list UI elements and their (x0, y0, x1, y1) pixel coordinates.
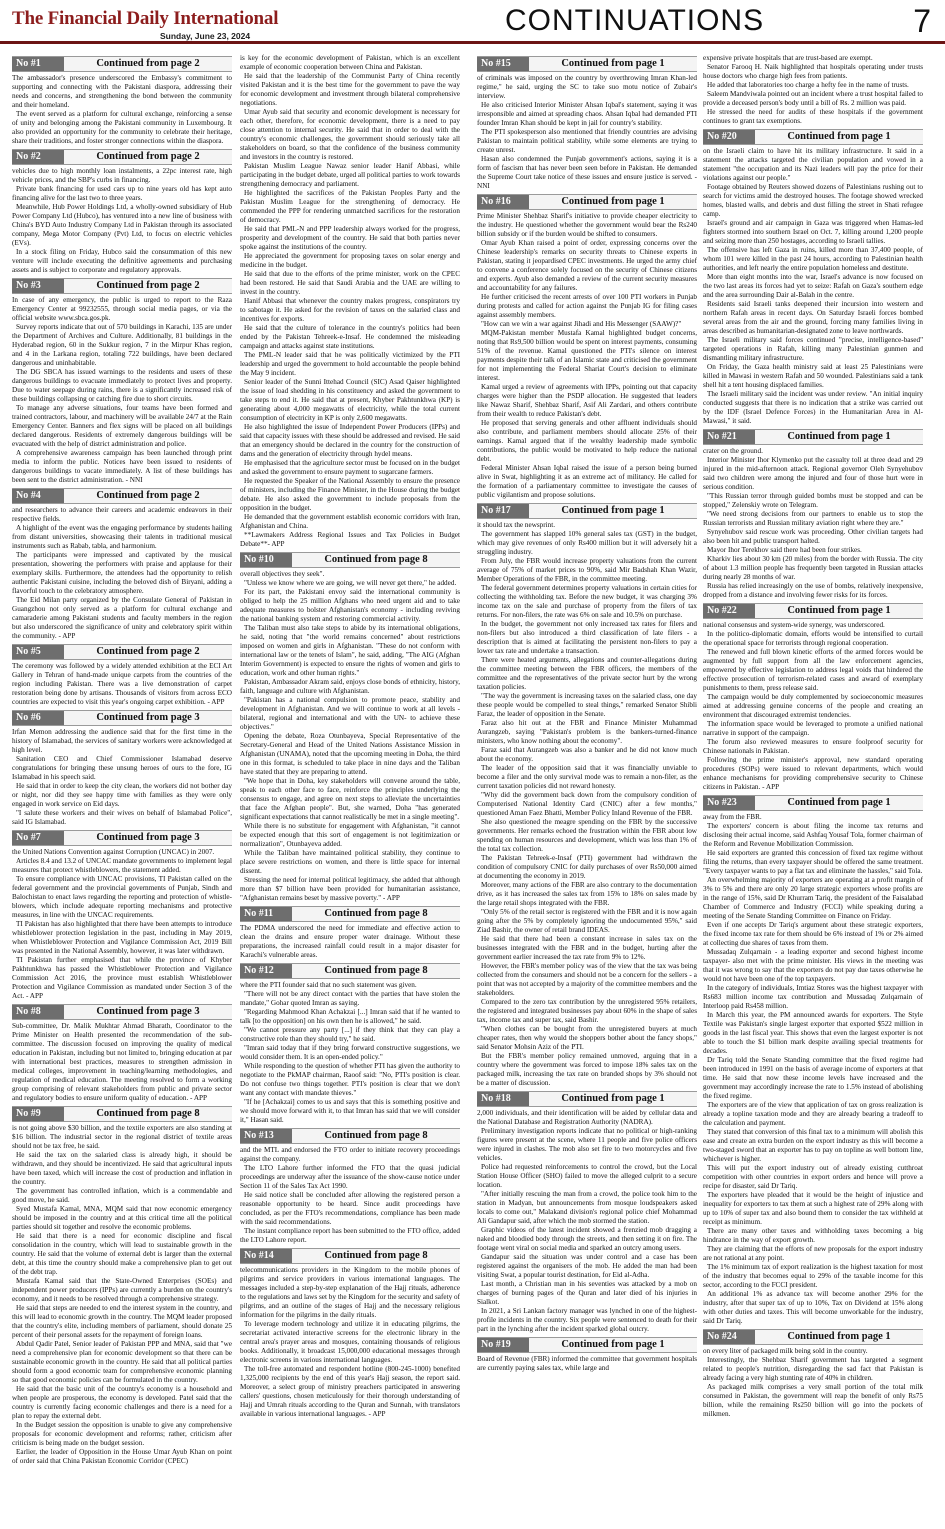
article-paragraph: "We hope that in Doha, key stakeholders will convene around the table, speak to each other face to face, reinforce the principles underlying the consensus to engage, and agree on next steps to alleviate the uncertainties that face the Afghan people". But, she warned, Doha "has generated significant expectations that cannot realistically be met in a single meeting". (240, 777, 460, 821)
article-paragraph: Saleem Mandviwala pointed out an incident where a trust hospital failed to provide a deceased person's body until a bill of Rs. 2 million was paid. (703, 90, 923, 107)
article-paragraph: "If he [Achakzai] comes to us and says that this is something positive and we should move forward with it, to that Imran has said that we will consider it," Hasan said. (240, 1098, 460, 1124)
continued-from-label: Continued from page 8 (324, 554, 428, 565)
article-paragraph: They are claiming that the efforts of new proposals for the export industry are not rational at any point. (703, 1245, 923, 1262)
article-paragraph: The campaign would be duly complemented by socioeconomic measures aimed at addressing genuine concerns of the people and creating an environment that discouraged extremist tendencies. (703, 693, 923, 719)
article-paragraph: "We need strong decisions from our partners to enable us to stop the Russian terrorists and Russian military aviation right where they are." (703, 510, 923, 527)
newspaper-name: The Financial Daily International (12, 8, 279, 29)
story-number: No #8 (12, 1005, 64, 1019)
article-paragraph: He proposed that serving generals and other affluent individuals should also contribute, and parliament members should allocate 25% of their earnings. Kamal argued that if the wealthy leadership made symbolic contributions, the public would be motivated to help reduce the national debt. (477, 419, 697, 463)
article-paragraph: He added that laboratories too charge a hefty fee in the name of trusts. (707, 81, 909, 89)
article-paragraph: Hasan also condemned the Punjab government's actions, saying it is a form of fascism that has never been seen before in Pakistan. He demanded the Supreme Court take notice of these issues and ensure justice is served. - NNI (477, 155, 697, 190)
article-paragraph: "When clothes can be bought from the unregistered buyers at much cheaper rates, then why would the shoppers bother about the fancy shops," said Senator Mohsin Aziz of the PTI. (477, 1025, 697, 1051)
article (703, 1329, 923, 1419)
continuation-header (703, 129, 923, 145)
continuation-header (477, 1337, 697, 1353)
continuation-header (12, 830, 232, 846)
continuation-header (240, 1128, 460, 1144)
continued-from-label: Continued from page 8 (96, 1108, 200, 1119)
article-paragraph: There are many other taxes and withholding taxes becoming a big hindrance in the way of export growth. (703, 1227, 923, 1244)
article-paragraph: In 2021, a Sri Lankan factory manager was lynched in one of the highest-profile incidents in the country. Six people were sentenced to death for their part in the lynching after the incident sparked global outcry. (477, 1307, 697, 1333)
article-paragraph: He said that there is a need for economic discipline and fiscal consolidation in the country, which will lead to sustainable growth in the country. He said that the volume of external debt is larger than the external debt, at this time the country should make a comprehensive plan to get out of the debt trap. (12, 1232, 232, 1276)
article (703, 795, 923, 1326)
article-paragraph: The toll-free automated and respondent hotline (800-245-1000) benefited 1,325,000 recipients by the end of this year's Hajj season, the report said. Moreover, a select group of ministry preachers participated in answering callers' questions, chosen meticulously for their thorough understanding of Hajj and Umrah rituals according to the Quran and Sunnah, with translators available in various international languages. - APP (240, 1365, 460, 1418)
article (703, 54, 923, 126)
article-paragraph: Last month, a Christian man in his seventies was attacked by a mob on charges of burning pages of the Quran and later died of his injuries in Sialkot. (477, 1280, 697, 1306)
article-paragraph: To ensure compliance with UNCAC provisions, TI Pakistan called on the federal government and the provincial governments of Punjab, Sindh and Balochistan to enact laws regarding the reporting and protection of whistle-blowers, which include adequate reporting mechanisms and protective measures, in line with the UNCAC requirements. (12, 875, 232, 919)
article-paragraph: More than eight months into the war, Israel's advance is now focused on the two last areas its forces had yet to seize: Rafah on Gaza's southern edge and the area surrounding Dair al-Balah in the centre. (703, 273, 923, 299)
article-paragraph: He requested the Speaker of the National Assembly to ensure the presence of ministers, including the Finance Minister, in the House during the budget debate. He also asked the government to include proposals from the opposition in the budget. (240, 477, 460, 512)
continuation-header (12, 488, 232, 504)
article-paragraph: "Pakistan has a national compulsion to promote peace, stability and development in Afghanistan. And we will continue to work at all levels - bilateral, regional and international and with the UN- to achieve these objectives." (240, 696, 460, 731)
continuation-header (240, 963, 460, 979)
column-1 (12, 54, 232, 1524)
article (703, 603, 923, 792)
article-paragraph: The ceremony was followed by a widely attended exhibition at the ECI Art Gallery in Tehran of hand-made unique carpets from the countries of the region including Pakistan. There was a live demonstration of carpet restoration being done by artisans. Thousands of visitors from across ECO countries are expected to visit this year's ongoing carpet exhibition. - APP (12, 662, 232, 706)
article-paragraph: Senior leader of the Sunni Ittehad Council (SIC) Asad Qaiser highlighted the issue of load shedding in his constituency and asked the government to take steps to end it. He said that at present, Khyber Pakhtunkhwa (KP) is generating about 4,000 megawatts of electricity, while the total current consumption of electricity in KP is only 2,600 megawatts. (240, 378, 460, 422)
continuation-header (477, 1091, 697, 1107)
article-paragraph: 2,000 individuals, and their identification will be aided by cellular data and the National Database and Registration Authority (NADRA). (477, 1109, 697, 1126)
article-paragraph: He said that in order to keep the city clean, the workers did not bother day or night, nor did they see happy time with families as they were only engaged in work service on Eid days. (12, 782, 232, 808)
continued-from-label: Continued from page 1 (561, 196, 665, 207)
story-number: No #16 (477, 195, 529, 209)
continued-from-label: Continued from page 1 (561, 1339, 665, 1350)
continued-from-label: Continued from page 3 (96, 712, 200, 723)
article-paragraph: Faraz said that Aurangzeb was also a banker and he did not know much about the economy. (477, 746, 697, 763)
article-paragraph: The leader of the opposition said that it was financially unviable to become a filer and the only survival mode was to remain a non-filer, as the current taxation policies did not reward honesty. (477, 764, 697, 790)
article-paragraph: Opening the debate, Roza Otunbayeva, Special Representative of the Secretary-General and Head of the United Nations Assistance Mission in Afghanistan (UNAMA), noted that the upcoming meeting in Doha, the third one in this format, is scheduled to take place in nine days and the Taliban have stated that they are preparing to attend. (240, 732, 460, 776)
continuation-header (477, 56, 697, 72)
article-paragraph: He also criticised Interior Minister Ahsan Iqbal's statement, saying it was irresponsible and aimed at spreading chaos. Ahsan Iqbal had demanded PTI founder Imran Khan should be kept in jail for country's stability. (477, 101, 697, 127)
continued-from-label: Continued from page 1 (787, 1331, 891, 1342)
continued-from-label: Continued from page 2 (96, 58, 200, 69)
article-paragraph: He emphasised that the agriculture sector must be focused on in the budget and asked the government to ensure payment to sugarcane farmers. (240, 459, 460, 476)
continued-from-label: Continued from page 1 (561, 58, 665, 69)
article-paragraph: In the budget, the government not only increased tax rates for filers and non-filers but also introduced a third classification of late filers - a description that is aimed at facilitating the persistent non-filers to pay a lower tax rate and undertake a transaction. (477, 620, 697, 655)
article-paragraph: Moreover, many actions of the FBR are also contrary to the documentation drive, as it has increased the sales tax from 15% to 18% on sales made by the large retail shops integrated with the FBR. (477, 881, 697, 907)
story-number: No #20 (703, 130, 755, 144)
article-paragraph: Stressing the need for internal political legitimacy, she added that although more than $7 billion have been provided for humanitarian assistance, "Afghanistan remains beset by massive poverty." - APP (240, 876, 460, 902)
article-paragraph: is not going above $30 billion, and the textile exporters are also standing at $16 billion. The industrial sector in the regional district of textile areas should not be tax free, he said. (12, 1124, 232, 1150)
article-paragraph: **Lawmakers Address Regional Issues and Tax Policies in Budget Debate**- APP (240, 531, 460, 548)
article-paragraph: overall objectives they seek". (240, 570, 325, 578)
continuation-header (240, 906, 460, 922)
article-paragraph: Gandapur said the situation was under control and a case has been registered against the organisers of the mob. He added the man had been visiting Swat, a popular tourist destination, for Eid al-Adha. (477, 1253, 697, 1279)
article-paragraph: Sub-committee, Dr. Malik Mukhtar Ahmad Bharath, Coordinator to the Prime Minister on Health presented the recommendation of the sub-committee. The discussion focused on improving the quality of medical education in Pakistan, including but not limited to, bringing education at par with international best practices, measures to strengthen admission in medical colleges, improvement in teaching/learning methodologies, and regulation of medical education. The meeting resolved to form a working group comprising of relevant stakeholders from public and private sector and regulatory bodies to ensure uniform quality of education. - APP (12, 1022, 232, 1102)
article-paragraph: TI Pakistan further emphasised that while the province of Khyber Pakhtunkhwa has passed the Whistleblower Protection and Vigilance Commission Act 2016, the province must establish Whistleblower Protection and Vigilance Commission as mandated under Section 3 of the Act. - APP (12, 956, 232, 1000)
article-paragraph: The LTO Lahore further informed the FTO that the quasi judicial proceedings are underway after the issuance of the show-cause notice under Section 11 of the Sales Tax Act 1990. (240, 1164, 460, 1190)
article-paragraph: Earlier, the leader of Opposition in the House Umar Ayub Khan on point of order said that China Pakistan Economic Corridor (CPEC) (12, 1448, 232, 1465)
article-paragraph: He said that the basic unit of the country's economy is a household and when people are prosperous, the economy is developed. Patel said that the country is currently facing economic challenges and there is a need for a plan to repay the external debt. (12, 1385, 232, 1420)
article (240, 906, 460, 960)
article-paragraph: In case of any emergency, the public is urged to report to the Raza Emergency Center at 99232555, through social media pages, or via the official website www.sbca.gos.pk. (12, 296, 232, 322)
article (477, 1337, 697, 1373)
article-paragraph: Omar Ayub Khan raised a point of order, expressing concerns over the Chinese leadership's remarks on security threats to Chinese experts in Pakistan, stating it jeopardised CPEC investments. He urged the army chief to convene a conference solely focused on the security of Chinese citizens and experts. Ayub also demanded a review of the current security measures and accountability for any failures. (477, 239, 697, 292)
article-paragraph: The participants were impressed and captivated by the musical presentation, showering the performers with praise and applause for their exemplary skills. Furthermore, the attendees had the opportunity to relish authentic Pakistani cuisine, including the beloved dish of Biryani, adding a flavorful touch to the celebratory atmosphere. (12, 551, 232, 595)
article-paragraph: The Eid Milan party organized by the Consulate General of Pakistan in Guangzhou not only served as a platform for cultural exchange and camaraderie among Pakistani students and faculty members in the region but also underscored the significance of unity and celebratory spirit within the community. - APP (12, 596, 232, 640)
article-paragraph: He said notice shall be concluded after allowing the registered person a reasonable opportunity to be heard. Since audit proceedings have concluded, as per the FTO's recommendations, compliance has been made with the said recommendations. (240, 1191, 460, 1226)
article-paragraph: "This Russian terror through guided bombs must be stopped and can be stopped," Zelenskiy wrote on Telegram. (703, 492, 923, 509)
article-paragraph: national consensus and system-wide synergy, was underscored. (703, 621, 885, 629)
article-paragraph: Hanif Abbasi that whenever the country makes progress, conspirators try to sabotage it. He asked for the revision of taxes on the salaried class and incentives for exports. (240, 297, 460, 323)
article-paragraph: Interestingly, the Shehbaz Sharif government has targeted a segment related to people's nutrition, disregarding the sad fact that Pakistan is already facing a very high stunting rate of 40% in children. (703, 1356, 923, 1382)
article-paragraph: There were heated arguments, allegations and counter-allegations during the committee meeting between the FBR officers, the members of the committee and the representatives of the private sector hurt by the wrong taxation policies. (477, 656, 697, 691)
page-number: 7 (913, 3, 931, 39)
continuation-header (12, 1004, 232, 1020)
continued-from-label: Continued from page 2 (96, 490, 200, 501)
article-paragraph: Dr Tariq told the Senate Standing committee that the fixed regime had been introduced in 1991 on the basis of average income of exporters at that time. He said that now these income levels have increased and the government may accordingly increase the rate to 1.5% instead of abolishing the fixed regime. (703, 1056, 923, 1100)
article-paragraph: He highlighted the sacrifices of the Pakistan Peoples Party and the Pakistan Muslim League for the strengthening of democracy. He commended the PPP for rendering unmatched sacrifices for the restoration of democracy. (240, 189, 460, 224)
story-number: No #10 (240, 553, 292, 567)
article-paragraph: He appreciated the government for proposing taxes on solar energy and medicine in the budget. (240, 252, 460, 269)
article-paragraph: Graphic videos of the latest incident showed a frenzied mob dragging a naked and bloodied body through the streets, and then setting it on fire. The footage went viral on social media and sparked an outcry among users. (477, 1226, 697, 1252)
article-paragraph: Kharkiv lies about 30 km (20 miles) from the border with Russia. The city of about 1.3 million people has frequently been targeted in Russian attacks during nearly 28 months of war. (703, 555, 923, 581)
article-paragraph: expensive private hospitals that are trust-based are exempt. (703, 54, 873, 62)
article-paragraph: Mussadaq Zulqarnain - a leading exporter and second highest income taxpayer- also met with the prime minister. His views in the meeting was that it was wrong to say that the exporters do not pay due taxes otherwise he would not have been one of the top taxpayers. (703, 948, 923, 983)
article-paragraph: Private bank financing for used cars up to nine years old has kept auto financing alive for the last two to three years. (12, 185, 232, 202)
article-paragraph: She also questioned the meagre spending on the FBR by the successive governments. Her remarks echoed the frustration within the FBR about low spending on human resources and development, which was less than 1% of the total tax collection. (477, 818, 697, 853)
continued-from-label: Continued from page 2 (96, 646, 200, 657)
article-paragraph: The PTI spokesperson also mentioned that friendly countries are advising Pakistan to maintain political stability, while some elements are trying to create unrest. (477, 128, 697, 154)
article-paragraph: "Regarding Mahmood Khan Achakzai [...] Imran said that if he wanted to talk [to the opposition] on his own then he is allowed," he said. (240, 1008, 460, 1025)
article-paragraph: "There will not be any direct contact with the parties that have stolen the mandate," Gohar quoted Imran as saying. (240, 990, 460, 1007)
article-paragraph: In March this year, the PM announced awards for exporters. The Style Textile was Pakistan's single largest exporter that exported $522 million in goods in the last fiscal year. This shows that even the largest exporter is not able to touch the $1 billion mark despite availing special treatments for decades. (703, 1011, 923, 1055)
article-paragraph: Police had requested reinforcements to control the crowd, but the Local Station House Officer (SHO) failed to move the alleged culprit to a secure location. (477, 1163, 697, 1189)
article-paragraph: and researchers to advance their careers and academic endeavors in their respective fields. (12, 506, 232, 523)
article-paragraph: MQM-Pakistan member Mustafa Kamal highlighted budget concerns, noting that Rs9,500 billion would be spent on interest payments, consuming 51% of the revenue. Kamal questioned the PTI's silence on interest payments despite their talk of an Islamic state and criticised the government for not implementing the Federal Shariat Court's decision to eliminate interest. (477, 329, 697, 382)
article-paragraph: The DG SBCA has issued warnings to the residents and users of these dangerous buildings to evacuate immediately to protect lives and property. Due to water seepage during rains, there is a significantly increased risk of these buildings collapsing or catching fire due to short circuits. (12, 368, 232, 403)
article-paragraph: The exporters' concern is about filing the income tax returns and disclosing their actual income, said Ashfaq Yousaf Tola, former chairman of the Reform and Revenue Mobilization Commission. (703, 822, 923, 848)
article (12, 488, 232, 641)
article-paragraph: The forum also reviewed measures to ensure foolproof security for Chinese nationals in Pakistan. (703, 738, 923, 755)
article-paragraph: The Israeli military said the incident was under review. "An initial inquiry conducted suggests that there is no indication that a strike was carried out by the IDF (Israel Defence Forces) in the Humanitarian Area in Al-Mawasi," it said. (703, 390, 923, 425)
story-number: No #24 (703, 1330, 755, 1344)
article-paragraph: telecommunications providers in the Kingdom to the mobile phones of pilgrims and service providers in various international languages. The messages included a step-by-step explanation of the Hajj rituals, adherence to the regulations and laws set by the Kingdom for the security and safety of pilgrims, and an outline of the stages of Hajj and the necessary religious information for the pilgrims in the daily rituals. (240, 1266, 460, 1319)
article-paragraph: on the Israeli claim to have hit its military infrastructure. It said in a statement the attacks targeted the civilian population and vowed in a statement "the occupation and its Nazi leaders will pay the price for their violations against our people." (703, 147, 923, 182)
article-paragraph: From July, the FBR would increase property valuations from the current average of 75% of market prices to 90%, said Mir Badshah Khan Wazir, Member Operations of the FBR, in the committee meeting. (477, 557, 697, 583)
article-paragraph: Abdul Qadir Patel, Senior leader of Pakistan PPP and MNA, said that "we need a comprehensive plan for economic development so that there can be sustainable economic growth in the country. He said that all political parties should form a good economic team for comprehensive economic planning so that good economic policies can be formulated in the country. (12, 1340, 232, 1384)
continuation-header (703, 429, 923, 445)
article (12, 644, 232, 707)
article-paragraph: Mustafa Kamal said that the State-Owned Enterprises (SOEs) and independent power producers (IPPs) are currently a burden on the country's economy, and it needs to be resolved through a comprehensive strategy. (12, 1277, 232, 1303)
article-paragraph: vehicles due to high monthly loan instalments, a 22pc interest rate, high vehicle prices, and the SBP's curbs in financing. (12, 167, 232, 184)
story-number: No #1 (12, 57, 64, 71)
article-paragraph: They stated that conversion of this final tax to a minimum will abolish this ease and create an extra burden on the export industry as this will become a two-staged sword that an exporter has to pay on topline as well bottom line, whichever is higher. (703, 1128, 923, 1163)
article-paragraph: Umar Ayub said that security and economic development is necessary for each other, therefore, for economic development, there is a need to pay close attention to internal security. He said that in order to deal with the country's economic challenges, the government should seriously take all stakeholders on board, so that the confidence of the business community and investors in the country is restored. (240, 108, 460, 161)
column-3 (477, 54, 697, 1524)
story-number: No #13 (240, 1129, 292, 1143)
story-number: No #4 (12, 489, 64, 503)
article (12, 149, 232, 275)
article-paragraph: The Pakistan Tehreek-e-Insaf (PTI) government had withdrawn the condition of compulsory CNIC for daily purchases of over Rs50,000 aimed at documenting the economy in 2019. (477, 854, 697, 880)
article-paragraph: Senator Farooq H. Naik highlighted that hospitals operating under trusts house doctors who charge high fees from patients. (703, 63, 923, 80)
article-paragraph: Russia has relied increasingly on the use of bombs, relatively inexpensive, dropped from a distance and involving fewer risks for its forces. (703, 582, 923, 599)
continued-from-label: Continued from page 8 (324, 1130, 428, 1141)
article (240, 1128, 460, 1245)
article-paragraph: An additional 1% as advance tax will become another 29% for the industry, after that super tax of up to 10%, Tax on Dividend at 15% along with other duties and taxes. This will become unworkable for the industry, said Dr Tariq. (703, 1290, 923, 1325)
article-paragraph: on every liter of packaged milk being sold in the country. (703, 1347, 868, 1355)
article-paragraph: Survey reports indicate that out of 570 buildings in Karachi, 135 are under the Department of Archives and Culture. Additionally, 81 buildings in the Hyderabad region, 60 in the Sukkur region, 7 in the Mirpur Khas region, and 4 in the Larkana region, totaling 722 buildings, have been declared dangerous and uninhabitable. (12, 323, 232, 367)
article-paragraph: it should tax the newsprint. (477, 521, 556, 529)
article-paragraph: While there is no substitute for engagement with Afghanistan, "it cannot be expected enough that this sort of engagement is not legitimization or normalization", Otunbayeva added. (240, 822, 460, 848)
article-paragraph: Syed Mustafa Kamal, MNA, MQM said that now economic emergency should be imposed in the country and at this critical time all the political parties should sit together and resolve the economic problems. (12, 1205, 232, 1231)
article-paragraph: "Only 5% of the retail sector is registered with the FBR and it is now again going after the 5% by completely ignoring the undocumented 95%," said Ziad Bashir, the owner of retail brand IDEAS. (477, 908, 697, 934)
story-number: No #2 (12, 150, 64, 164)
article-paragraph: To leverage modern technology and utilize it in educating pilgrims, the secretariat activated interactive screens for the electronic library in the central area's prayer areas and mosques, containing thousands of religious books. Additionally, it broadcast 15,000,000 educational messages through electronic screens in various international languages. (240, 1320, 460, 1364)
article-paragraph: Following the prime minister's approval, new standard operating procedures (SOPs) were issued to relevant departments, which would enhance mechanisms for providing comprehensive security to Chinese citizens in Pakistan. - APP (703, 756, 923, 791)
article-paragraph: the United Nations Convention against Corruption (UNCAC) in 2007. (12, 848, 215, 856)
article-paragraph: He also highlighted the issue of Independent Power Producers (IPPs) and said that capacity issues with these should be addressed and revised. He said that an emergency should be declared in the country for the construction of dams and the generation of electricity through hydel means. (240, 423, 460, 458)
article-paragraph: and the MTL and endorsed the FTO order to initiate recovery proceedings against the company. (240, 1146, 460, 1163)
article-paragraph: "I salute these workers and their wives on behalf of Islamabad Police", said IG Islamabad. (12, 809, 232, 826)
article-paragraph: The government has controlled inflation, which is a commendable and good move, he said. (12, 1187, 232, 1204)
article-paragraph: The 1% minimum tax of export realization is the highest taxation for most of the industry that becomes equal to 29% of the taxable income for this sector, according to the FCCI president. (703, 1263, 923, 1289)
continuation-header (703, 603, 923, 619)
article (240, 963, 460, 1125)
article-paragraph: where the PTI founder said that no such statement was given. (240, 981, 417, 989)
article-paragraph: is key for the economic development of Pakistan, which is an excellent example of economic cooperation between China and Pakistan. (240, 54, 460, 71)
article-paragraph: Pakistan, Ambassador Akram said, enjoys close bonds of ethnicity, history, faith, language and culture with Afghanistan. (240, 678, 460, 695)
continued-from-label: Continued from page 1 (787, 605, 891, 616)
continuation-header (12, 278, 232, 294)
article-paragraph: "Imran said today that if they bring forward constructive suggestions, we would consider them. It is an open-ended policy." (240, 1044, 460, 1061)
article-paragraph: crater on the ground. (703, 447, 763, 455)
masthead (0, 0, 945, 44)
article-paragraph: Pakistan Muslim League Nawaz senior leader Hanif Abbasi, while participating in the budget debate, urged all political parties to work towards strengthening democracy and parliament. (240, 162, 460, 188)
article-paragraph: He said that there had been a constant increase in sales tax on the businesses integrated with the FBR and in the budget, hurting after the government earlier increased the tax rate from 9% to 12%. (477, 935, 697, 961)
story-number: No #17 (477, 504, 529, 518)
article-paragraph: On Friday, the Gaza health ministry said at least 25 Palestinians were killed in Mawasi in western Rafah and 50 wounded. Palestinians said a tank shell hit a tent housing displaced families. (703, 363, 923, 389)
article (703, 429, 923, 600)
continued-from-label: Continued from page 1 (787, 131, 891, 142)
article-paragraph: The exporters are of the view that application of tax on gross realization is already a topline taxation mode and they are already bearing a tradeoff to the calculation and payment. (703, 1101, 923, 1127)
story-number: No #21 (703, 430, 755, 444)
article-paragraph: In the politico-diplomatic domain, efforts would be intensified to curtail the operational space for terrorists through regional cooperation. (703, 630, 923, 647)
article-paragraph: The renewed and full blown kinetic efforts of the armed forces would be augmented by full support from all the law enforcement agencies, empowered by effective legislation to address legal voids that hindered the effective prosecution of terrorism-related cases and award of exemplary punishments to them, press release said. (703, 648, 923, 692)
article-paragraph: In the Budget session the opposition is unable to give any comprehensive proposals for economic development and reforms; rather, criticism after criticism is being made on the budget session. (12, 1421, 232, 1447)
column-2 (240, 54, 460, 1524)
article-paragraph: The ambassador's presence underscored the Embassy's commitment to supporting and connecting with the Pakistani diaspora, addressing their needs and concerns, and strengthening the bond between the community and their homeland. (12, 74, 232, 109)
continuation-header (12, 56, 232, 72)
story-number: No #23 (703, 796, 755, 810)
story-number: No #15 (477, 57, 529, 71)
story-number: No #7 (12, 831, 64, 845)
continued-from-label: Continued from page 1 (787, 797, 891, 808)
article-paragraph: The event served as a platform for cultural exchange, reinforcing a sense of unity and belonging among the Pakistani community in Luxembourg. It also provided an opportunity for the community to celebrate their heritage, share their traditions, and foster stronger connections within the diaspora. (12, 110, 232, 145)
article (477, 56, 697, 191)
article-paragraph: Synyehubov said rescue work was proceeding. Other civilian targets had also been hit and public transport halted. (703, 528, 923, 545)
continued-from-label: Continued from page 3 (96, 1006, 200, 1017)
article (240, 1248, 460, 1419)
article (477, 194, 697, 500)
article (12, 1106, 232, 1466)
article-paragraph: Articles 8.4 and 13.2 of UNCAC mandate governments to implement legal measures that protect whistleblowers, the statement added. (12, 857, 232, 874)
article-paragraph: Faraz also hit out at the FBR and Finance Minister Muhammad Aurangzeb, saying "Pakistan's problem is the bankers-turned-finance ministers, who know nothing about the economy". (477, 719, 697, 745)
article-paragraph: "How can we win a war against Jihadi and His Messenger (SAAW)?" (481, 320, 682, 328)
continuation-header (703, 1329, 923, 1345)
continuation-header (12, 644, 232, 660)
story-number: No #12 (240, 964, 292, 978)
continued-from-label: Continued from page 1 (561, 1093, 665, 1104)
article-paragraph: of criminals was imposed on the country by overthrowing Imran Khan-led regime," he said, urging the SC to take suo motu notice of Zubair's interview. (477, 74, 697, 100)
article-paragraph: In the category of individuals, Imtiaz Stores was the highest taxpayer with Rs683 million income tax contribution and Mussadaq Zulqarnain of Interloop paid Rs458 million. (703, 984, 923, 1010)
continuation-header (12, 710, 232, 726)
article-paragraph: "Unless we know where we are going, we will never get there," he added. (244, 579, 457, 587)
article-paragraph: He said that steps are needed to end the interest system in the country, and this will lead to economic growth in the country. The MQM leader proposed that the country's elite, including members of parliament, should donate 25 percent of their personal assets for the repayment of foreign loans. (12, 1304, 232, 1339)
continuation-header (12, 149, 232, 165)
continuation-header (12, 1106, 232, 1122)
article-paragraph: He demanded that the government establish economic corridors with Iran, Afghanistan and China. (240, 513, 460, 530)
article-paragraph: For its part, the Pakistani envoy said the international community is obliged to help the 25 million Afghans who need urgent aid and to take adequate measures to bolster Afghanistan's economy - including reviving the national banking system and restoring commercial activity. (240, 588, 460, 623)
article-paragraph: He said that the culture of tolerance in the country's politics had been ended by the Pakistan Tehreek-e-Insaf. He condemned the misleading campaign and attacks against state institutions. (240, 324, 460, 350)
article-paragraph: In a stock filing on Friday, Hubco said the consummation of this new venture will include executing the definitive agreements and purchasing assets and is subject to corporate and regulatory approvals. (12, 248, 232, 274)
article (240, 552, 460, 903)
article (12, 710, 232, 827)
story-number: No #9 (12, 1107, 64, 1121)
article (12, 1004, 232, 1103)
continued-from-label: Continued from page 8 (324, 908, 428, 919)
article-paragraph: But the FBR's member policy remained unmoved, arguing that in a country where the government was forced to impose 18% sales tax on the packaged milk, increasing the tax rate on branded shops by 3% should not be a matter of discussion. (477, 1052, 697, 1087)
article-paragraph: Sanitation CEO and Chief Commissioner Islamabad deserve congratulations for bringing these unsung heroes of ours to the fore, IG Islamabad in his speech said. (12, 755, 232, 781)
article-paragraph: Preliminary investigation reports indicate that no political or high-ranking figures were present at the scene, where 11 people and five police officers were injured in clashes. The mob also set fire to two motorcycles and five vehicles. (477, 1127, 697, 1162)
article-paragraph: He said that the leadership of the Communist Party of China recently visited Pakistan and it is the best time for the government to pave the way for economic development and investment through bilateral comprehensive negotiations. (240, 72, 460, 107)
article-paragraph: The PDMA underscored the need for immediate and effective action to clean the drains and ensure proper water drainage. Without these preparations, the increased rainfall could result in a major disaster for Karachi's vulnerable areas. (240, 924, 460, 959)
article (12, 830, 232, 1001)
article-paragraph: TI Pakistan has also highlighted that there have been attempts to introduce whistleblower protection legislation in the past, including in May 2019, when Whistleblower Protection and Vigilance Commission Act, 2019 Bill was presented in the National Assembly, however, it was later withdrawn. (12, 920, 232, 955)
article-paragraph: The offensive has left Gaza in ruins, killed more than 37,400 people, of whom 101 were killed in the past 24 hours, according to Palestinian health authorities, and left nearly the entire population homeless and destitute. (703, 246, 923, 272)
article (240, 54, 460, 549)
continuation-header (477, 194, 697, 210)
article-paragraph: A highlight of the event was the engaging performance by students hailing from distant universities, showcasing their talents in traditional musical instruments such as Rabab, tabla, and harmonium. (12, 524, 232, 550)
continued-from-label: Continued from page 1 (787, 431, 891, 442)
article (12, 278, 232, 485)
article-paragraph: Footage obtained by Reuters showed dozens of Palestinians rushing out to search for victims amid the destroyed houses. The footage showed wrecked homes, blasted walls, and debris and dust filling the street in Shati refugee camp. (703, 183, 923, 218)
article-paragraph: Irfan Memon addressing the audience said that for the first time in the history of Islamabad, the services of sanitary workers were acknowledged at high level. (12, 728, 232, 754)
article-paragraph: As packaged milk comprises a very small portion of the total milk consumed in Pakistan, the government will reap the benefit of only Rs75 billion, while the remaining Rs250 billion will go into the pockets of milkmen. (703, 1383, 923, 1418)
section-title: CONTINUATIONS (505, 4, 765, 37)
article-paragraph: The information space would be leveraged to promote a unified national narrative in support of the campaign. (703, 720, 923, 737)
article-paragraph: Compared to the zero tax contribution by the unregistered 95% retailers, the registered and integrated businesses pay about 60% in the shape of sales tax, income tax and super tax, said Bashir. (477, 998, 697, 1024)
article-paragraph: The Taliban must also take steps to abide by its international obligations, he said, noting that "the world remains concerned" about restrictions imposed on women and girls in Afghanistan. "These do not conform with international law or the tenets of Islam", he said, adding, "The AIG (Afghan Interim Government) is expected to ensure the rights of women and girls to education, work and other human rights." (240, 624, 460, 677)
article-paragraph: He said that PML-N and PPP leadership always worked for the progress, prosperity and development of the country. He said that both parties never spoke against the institutions of the country. (240, 225, 460, 251)
article-paragraph: "The way the government is increasing taxes on the salaried class, one day these people would be compelled to steal things," remarked Senator Shibli Faraz, the leader of opposition in the Senate. (477, 692, 697, 718)
article-paragraph: While the Taliban have maintained political stability, they continue to place severe restrictions on women, and there is little space for internal dissent. (240, 849, 460, 875)
article-paragraph: The PML-N leader said that he was politically victimized by the PTI leadership and urged the government to hold accountable the people behind the May 9 incident. (240, 351, 460, 377)
story-number: No #22 (703, 604, 755, 618)
article-paragraph: Mayor Ihor Terekhov said there had been four strikes. (707, 546, 862, 554)
article-paragraph: "We cannot pressure any party [...] if they think that they can play a constructive role than they should try," he said. (240, 1026, 460, 1043)
article-paragraph: Even if one accepts Dr Tariq's argument about these strategic exporters, the fixed income tax rate for them should be 6% instead of 1% or 2% aimed at collecting due shares of taxes from them. (703, 921, 923, 947)
article-paragraph: Prime Minister Shehbaz Sharif's initiative to provide cheaper electricity to the industry. He questioned whether the government would bear the Rs240 billion subsidy or if the burden would be shifted to consumers. (477, 212, 697, 238)
article-paragraph: The exporters have pleaded that it would be the height of injustice and inequality for exporters to tax them at such a highest rate of 29% along with up to 10% of super tax and also bound them to consider the tax withheld at receipt as minimum. (703, 1191, 923, 1226)
column-4 (703, 54, 923, 1524)
article-paragraph: Interior Minister Ihor Klymenko put the casualty toll at three dead and 29 injured in the mid-afternoon attack. Regional governor Oleh Synyehubov said two children were among the injured and four of those hurt were in serious condition. (703, 456, 923, 491)
article-paragraph: He further criticised the recent arrests of over 100 PTI workers in Punjab during protests and called for action against the Punjab IG for filing cases against assembly members. (477, 293, 697, 319)
article-paragraph: The instant compliance report has been submitted to the FTO office, added the LTO Lahore report. (240, 1227, 460, 1244)
article (703, 129, 923, 426)
continued-from-label: Continued from page 8 (324, 965, 428, 976)
article-paragraph: away from the FBR. (703, 813, 762, 821)
continuation-header (477, 503, 697, 519)
story-number: No #5 (12, 645, 64, 659)
article (477, 503, 697, 1088)
article-paragraph: While responding to the question of whether PTI has given the authority to negotiate to the PkMAP chairman, Raoof said: "No, PTI's position is clear. Do not confuse two things together. PTI's position is clear that we don't want any contact with mandate thieves." (240, 1062, 460, 1097)
article-paragraph: This will put the export industry out of already existing cutthroat competition with other countries in export orders and hence will prove a recipe for disaster, said Dr Tariq. (703, 1164, 923, 1190)
article-paragraph: Kamal urged a review of agreements with IPPs, pointing out that capacity charges were higher than the PSDP allocation. He suggested that leaders like Nawaz Sharif, Shehbaz Sharif, Asif Ali Zardari, and others contribute from their wealth to reduce Pakistan's debt. (477, 383, 697, 418)
article-paragraph: Israel's ground and air campaign in Gaza was triggered when Hamas-led fighters stormed into southern Israel on Oct. 7, killing around 1,200 people and seizing more than 250 hostages, according to Israeli tallies. (703, 219, 923, 245)
continued-from-label: Continued from page 8 (324, 1250, 428, 1261)
publication-date: Sunday, June 23, 2024 (160, 31, 251, 41)
article-paragraph: He said exporters are granted this concession of fixed tax regime without filing the returns, than every taxpayer should be offered the same treatment. "Every taxpayer wants to pay a flat tax and eliminate the hassles," said Tola. (703, 849, 923, 875)
continuation-header (703, 795, 923, 811)
continuation-header (240, 552, 460, 568)
article-paragraph: He said that due to the efforts of the prime minister, work on the CPEC had been restored. He said that Saudi Arabia and the UAE are willing to invest in the country. (240, 270, 460, 296)
story-number: No #19 (477, 1338, 529, 1352)
article-paragraph: The federal government determines property valuations in certain cities for collecting the withholding tax. Before the new budget, it was charging 3% income tax on the sale and purchase of property from the filers of tax returns. For non-filers, the rate was 6% on sale and 10.5% on purchase. (477, 584, 697, 619)
article-paragraph: An overwhelming majority of exporters are operating at a profit margin of 3% to 5% and there are only 20 large strategic exporters whose profits are in the range of 15%, said Dr Khurram Tariq, the president of the Faisalabad Chamber of Commerce and Industry (FCCI) while speaking during a meeting of the Senate Standing Committee on Finance on Friday. (703, 876, 923, 920)
article-paragraph: "After initially rescuing the man from a crowd, the police took him to the station in Madyan, but announcements from mosque loudspeakers asked locals to come out," Malakand division's regional police chief Mohammad Ali Gandapur said, after which the mob stormed the station. (477, 1190, 697, 1225)
article-paragraph: The government has slapped 10% general sales tax (GST) in the budget, which may give revenues of only Rs400 million but it will adversely hit a struggling industry. (477, 530, 697, 556)
article (477, 1091, 697, 1334)
continued-from-label: Continued from page 2 (96, 280, 200, 291)
article-paragraph: Residents said Israeli tanks deepened their incursion into western and northern Rafah areas in recent days. On Saturday Israeli forces bombed several areas from the air and the ground, forcing many families living in areas described as humanitarian-designated zone to leave northwards. (703, 300, 923, 335)
article (12, 56, 232, 146)
story-number: No #6 (12, 711, 64, 725)
article-paragraph: To manage any adverse situations, four teams have been formed and trained contractors, labour, and machinery will be available 24/7 at the Rain Emergency Center. Banners and flex signs will be placed on all buildings declared dangerous. Residents of extremely dangerous buildings will be evacuated with the help of district administration and police. (12, 404, 232, 448)
story-number: No #11 (240, 907, 292, 921)
article-paragraph: A comprehensive awareness campaign has been launched through print media to inform the public. Notices have been issued to residents of dangerous buildings to vacate immediately. A list of these buildings has been sent to the district administration. - NNI (12, 449, 232, 484)
continued-from-label: Continued from page 3 (96, 832, 200, 843)
article-paragraph: The Israeli military said forces continued "precise, intelligence-based" targeted operations in Rafah, killing many Palestinian gunmen and dismantling military infrastructure. (703, 336, 923, 362)
story-number: No #18 (477, 1092, 529, 1106)
continued-from-label: Continued from page 1 (561, 505, 665, 516)
story-number: No #3 (12, 279, 64, 293)
continued-from-label: Continued from page 2 (96, 151, 200, 162)
article-paragraph: "Why did the government back down from the compulsory condition of Computerised National Identity Card (CNIC) after a few months," questioned Aman Faez Bhatti, Member Policy Inland Revenue of the FBR. (477, 791, 697, 817)
article-paragraph: Board of Revenue (FBR) informed the committee that government hospitals are currently paying sales tax, while large and (477, 1355, 697, 1372)
article-paragraph: He stressed the need for audits of these hospitals if the government continues to grant tax exemptions. (703, 108, 923, 125)
story-number: No #14 (240, 1249, 292, 1263)
article-paragraph: Meanwhile, Hub Power Holdings Ltd, a wholly-owned subsidiary of Hub Power Company Ltd (Hubco), has ventured into a new line of business with China's BYD Auto Industry Company Ltd in Pakistan through its associated company, Mega Motor Company (Pvt) Ltd, to focus on electric vehicles (EVs). (12, 203, 232, 247)
article-paragraph: However, the FBR's member policy was of the view that the tax was being collected from the consumers and should not be a concern for the sellers - a point that was not accepted by a majority of the committee members and the stakeholders. (477, 962, 697, 997)
continuation-header (240, 1248, 460, 1264)
article-paragraph: He said the tax on the salaried class is already high, it should be withdrawn, and they should be incentivized. He said that agricultural inputs have been taxed, which will increase the cost of production and inflation in the country. (12, 1151, 232, 1186)
article-paragraph: Federal Minister Ahsan Iqbal raised the issue of a person being burned alive in Swat, highlighting it as an extreme act of militancy. He called for the formation of a parliamentary committee to investigate the causes of public vigilantism and propose solutions. (477, 464, 697, 499)
